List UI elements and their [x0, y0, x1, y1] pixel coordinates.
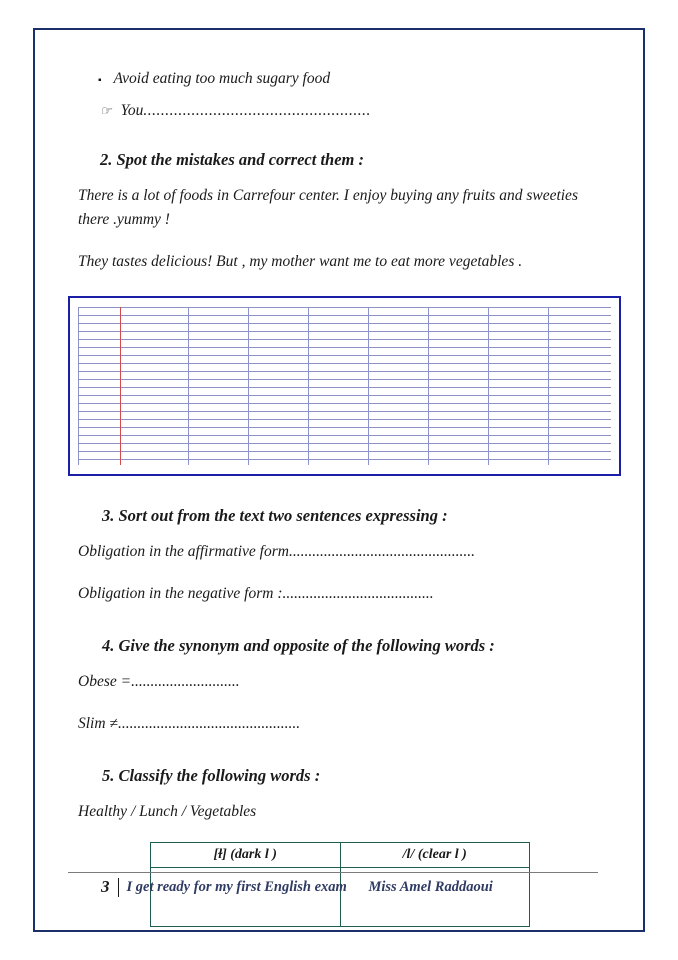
question-4-line-1[interactable]: Obese =............................ [78, 673, 240, 691]
footer-teacher-name: Miss Amel Raddaoui [368, 878, 493, 895]
table-header-dark-l: [ɫ] (dark l ) [151, 843, 341, 868]
footer-divider [68, 872, 598, 873]
bullet-item-text: Avoid eating too much sugary food [113, 70, 331, 87]
prompt-answer-blank[interactable]: .................................................... [143, 102, 371, 119]
question-2-text-line-2: They tastes delicious! But , my mother want me to eat more vegetables . [78, 253, 523, 271]
page-number: 3 [101, 877, 110, 896]
student-answer-prompt [100, 102, 620, 120]
page-content [60, 50, 620, 927]
table-header-row [151, 843, 530, 868]
table-header-clear-l: /l/ (clear l ) [340, 843, 530, 868]
prompt-label: You [120, 102, 144, 119]
pointing-hand-icon: ☞ [100, 103, 112, 118]
square-bullet-icon: ▪ [98, 75, 102, 86]
question-5-word-list: Healthy / Lunch / Vegetables [78, 803, 257, 821]
question-4-line-2[interactable]: Slim ≠............................................... [78, 715, 301, 733]
answer-ruled-lines [78, 307, 611, 465]
page-footer [68, 872, 608, 897]
answer-ruled-box[interactable] [68, 296, 621, 476]
bullet-list-item [98, 70, 620, 88]
footer-row [68, 877, 608, 897]
footer-title: I get ready for my first English exam [126, 878, 347, 895]
footer-separator [118, 878, 119, 897]
question-5-title: 5. Classify the following words : [102, 766, 321, 786]
question-3-title: 3. Sort out from the text two sentences expressing : [102, 506, 448, 526]
question-2-title: 2. Spot the mistakes and correct them : [100, 150, 364, 169]
question-4-title: 4. Give the synonym and opposite of the following words : [102, 636, 495, 656]
question-3-line-2[interactable]: Obligation in the negative form :....................................... [78, 585, 434, 603]
question-2-text-line-1: There is a lot of foods in Carrefour center. I enjoy buying any fruits and sweeties there .yummy ! [78, 187, 578, 229]
question-3-line-1[interactable]: Obligation in the affirmative form................................................ [78, 543, 475, 561]
